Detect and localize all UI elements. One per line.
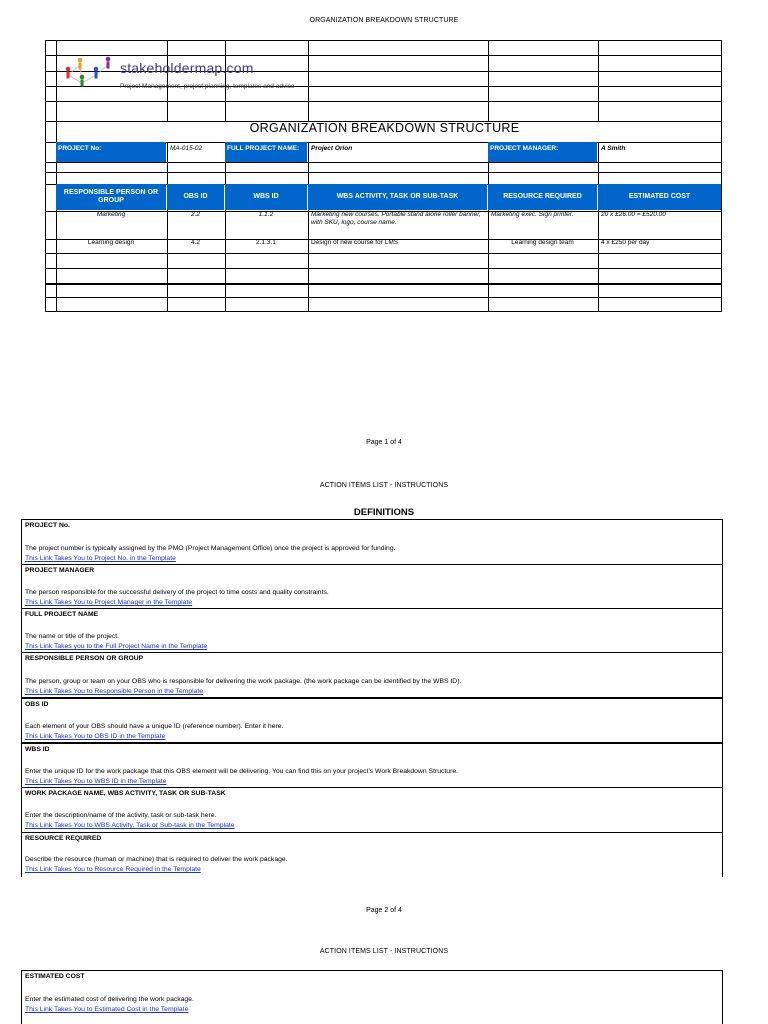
definition-resource-required: [22, 832, 722, 877]
col-header-wbs-id: WBS ID: [225, 184, 307, 210]
definition-title: RESOURCE REQUIRED: [25, 835, 102, 842]
definition-project-no: [22, 519, 722, 564]
table-row-1-activity[interactable]: Marketing new courses. Portable stand alone roller banner, with SKU, logo, course name.: [311, 211, 481, 226]
table-row-2-wbs-id[interactable]: 2.1.3.1: [256, 239, 276, 246]
col-header-resource: RESOURCE REQUIRED: [488, 184, 597, 210]
definitions-list: [21, 519, 723, 877]
definition-link[interactable]: This Link Takes You to Project No. in the Template: [25, 555, 176, 562]
project-manager-label: PROJECT MANAGER:: [488, 142, 597, 162]
logo-wordmark: stakeholdermap.com: [120, 60, 254, 76]
definition-project-manager: [22, 564, 722, 608]
definition-estimated-cost: [22, 970, 722, 1024]
definition-title: PROJECT MANAGER: [25, 567, 95, 574]
table-row-1-cost[interactable]: 20 x £26.00 = £520.00: [601, 211, 666, 218]
definition-title: ESTIMATED COST: [25, 973, 85, 980]
col-header-responsible: RESPONSIBLE PERSON OR GROUP: [56, 184, 166, 210]
page-header-title: ORGANIZATION BREAKDOWN STRUCTURE: [309, 17, 459, 24]
full-project-name-label: FULL PROJECT NAME:: [225, 142, 307, 162]
definition-link[interactable]: This Link Takes You to OBS ID in the Template: [25, 733, 166, 740]
definition-title: WBS ID: [25, 746, 50, 753]
definition-desc: Enter the estimated cost of delivering the work package.: [25, 996, 194, 1003]
definition-title: RESPONSIBLE PERSON OR GROUP: [25, 655, 144, 662]
definition-link[interactable]: This Link Takes You to WBS ID in the Template: [25, 778, 167, 785]
definition-work-package: [22, 787, 722, 832]
table-row-2-obs-id[interactable]: 4.2: [190, 239, 201, 246]
page-3-header: ACTION ITEMS LIST - INSTRUCTIONS: [319, 948, 449, 955]
logo-tagline: Project Management, project planning, templates and advice: [120, 83, 295, 90]
table-row-1-wbs-id[interactable]: 1.1.2: [258, 211, 274, 218]
definition-desc: The name or title of the project.: [25, 633, 120, 640]
definition-desc: The person, group or team on your OBS who is responsible for delivering the work package. (the work package can be identified by the WBS ID).: [25, 678, 462, 685]
table-row-1-resource[interactable]: Marketing exec. Sign printer.: [491, 211, 574, 218]
obs-template-grid: [45, 40, 722, 312]
definition-obs-id: [22, 697, 722, 742]
definition-desc: Enter the description/name of the activity, task or sub-task here.: [25, 812, 217, 819]
definition-link[interactable]: This Link Takes You to WBS Activity, Task or Sub-task in the Template: [25, 822, 235, 829]
table-row-2-cost[interactable]: 4 x £250 per day: [601, 239, 650, 246]
definitions-title: DEFINITIONS: [353, 507, 415, 518]
definition-link[interactable]: This Link Takes You to Estimated Cost in the Template: [25, 1006, 189, 1013]
table-row-2-responsible[interactable]: Learning design: [87, 239, 135, 246]
definitions-list-continued: [21, 970, 723, 1024]
definition-title: OBS ID: [25, 701, 49, 708]
project-no-label: PROJECT No:: [56, 142, 166, 162]
col-header-wbs-activity: WBS ACTIVITY, TASK OR SUB-TASK: [308, 184, 487, 210]
stakeholder-people-logo-icon: [60, 55, 118, 93]
definition-desc: The person responsible for the successful delivery of the project to time costs and quality constraints.: [25, 589, 329, 596]
page-2-footer: Page 2 of 4: [366, 907, 402, 914]
col-header-obs-id: OBS ID: [167, 184, 224, 210]
definition-responsible-person: [22, 652, 722, 697]
template-title: ORGANIZATION BREAKDOWN STRUCTURE: [249, 121, 520, 135]
definition-full-project-name: [22, 608, 722, 652]
table-row-1-responsible[interactable]: Marketing: [96, 211, 126, 218]
project-manager-value[interactable]: A Smith: [601, 145, 626, 152]
definition-desc: Describe the resource (human or machine) that is required to deliver the work package.: [25, 856, 288, 863]
project-no-value[interactable]: MA-015-02: [170, 145, 203, 152]
definition-desc: Each element of your OBS should have a unique ID (reference number). Enter it here.: [25, 723, 284, 730]
definition-title: FULL PROJECT NAME: [25, 611, 99, 618]
page-2-header: ACTION ITEMS LIST - INSTRUCTIONS: [319, 482, 449, 489]
table-row-1-obs-id[interactable]: 2.2: [190, 211, 201, 218]
definition-link[interactable]: This Link Takes you to the Full Project Name in the Template: [25, 643, 208, 650]
definition-desc: The project number is typically assigned by the PMO (Project Management Office) once the project is approved for funding.: [25, 545, 396, 552]
definition-link[interactable]: This Link Takes You to Resource Required in the Template: [25, 866, 201, 873]
table-row-2-resource[interactable]: Learning design team: [511, 239, 574, 246]
definition-title: WORK PACKAGE NAME, WBS ACTIVITY, TASK OR SUB-TASK: [25, 790, 226, 797]
full-project-name-value[interactable]: Project Orion: [311, 145, 353, 152]
definition-wbs-id: [22, 742, 722, 787]
definition-link[interactable]: This Link Takes You to Project Manager in the Template: [25, 599, 193, 606]
definition-desc: Enter the unique ID for the work package that this OBS element will be delivering. You can find this on your project's Work Breakdown Structure.: [25, 768, 459, 775]
definition-link[interactable]: This Link Takes You to Responsible Person in the Template: [25, 688, 204, 695]
col-header-estimated-cost: ESTIMATED COST: [598, 184, 721, 210]
table-row-2-activity[interactable]: Design of new course for LMS: [311, 239, 399, 246]
page-1-footer: Page 1 of 4: [366, 439, 402, 446]
definition-title: PROJECT No.: [25, 522, 70, 529]
